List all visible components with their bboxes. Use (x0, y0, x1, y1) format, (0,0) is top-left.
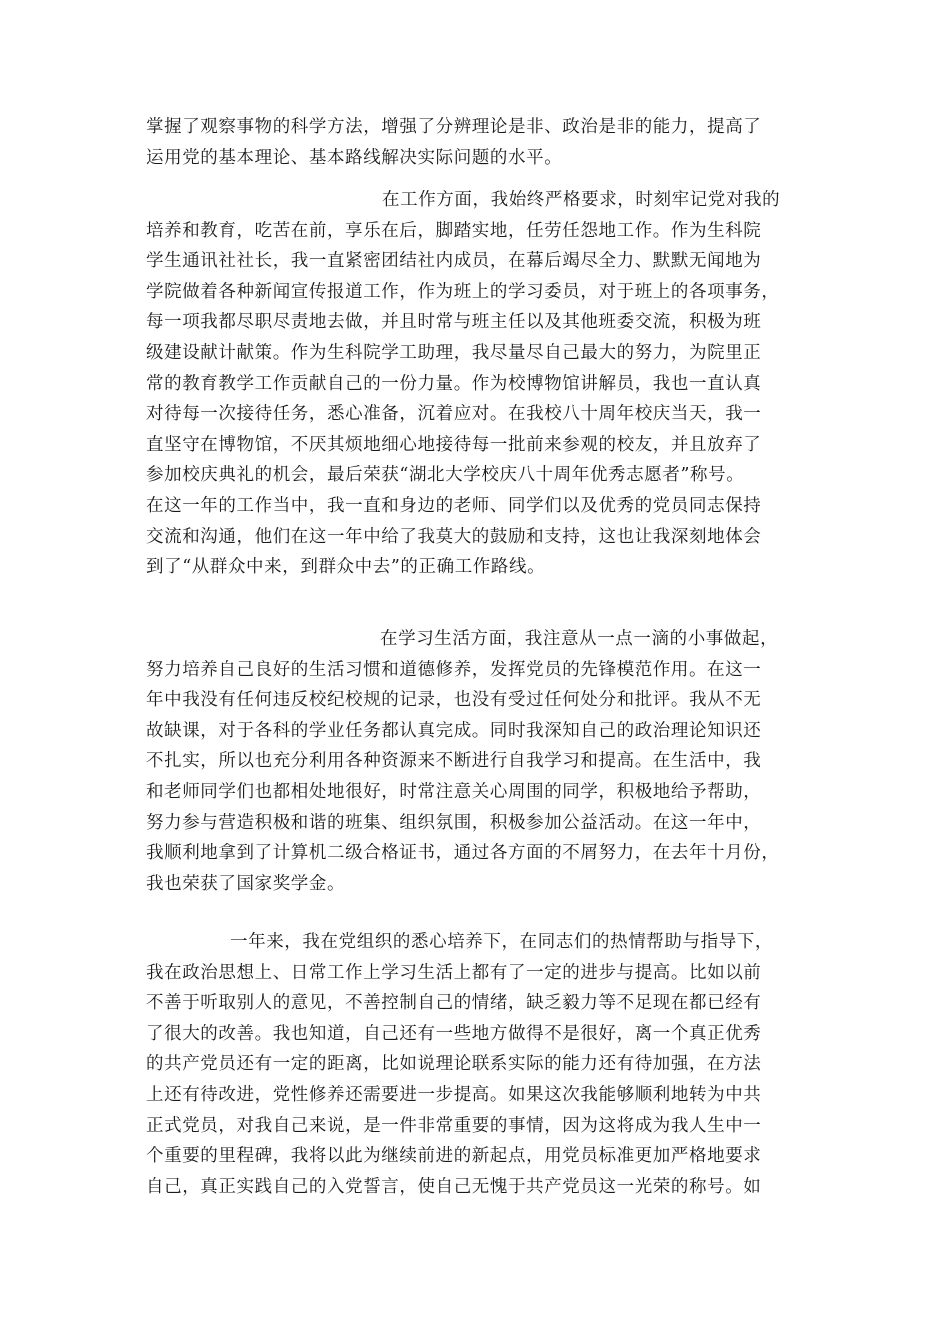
text-line: 参加校庆典礼的机会，最后荣获“湖北大学校庆八十周年优秀志愿者”称号。 (146, 465, 745, 486)
text-line: 努力参与营造积极和谐的班集、组织氛围，积极参加公益活动。在这一年中， (146, 812, 762, 833)
text-line: 的共产党员还有一定的距离，比如说理论联系实际的能力还有待加强，在方法 (146, 1054, 762, 1075)
text-line: 培养和教育，吃苦在前，享乐在后，脚踏实地，任劳任怨地工作。作为生科院 (146, 220, 762, 241)
text-line: 努力培养自己良好的生活习惯和道德修养，发挥党员的先锋模范作用。在这一 (146, 659, 762, 680)
text-line: 在工作方面，我始终严格要求，时刻牢记党对我的 (382, 190, 781, 210)
text-line: 每一项我都尽职尽责地去做，并且时常与班主任以及其他班委交流，积极为班 (146, 312, 762, 333)
text-line: 年中我没有任何违反校纪校规的记录，也没有受过任何处分和批评。我从不无 (146, 690, 762, 711)
paragraph-work (146, 185, 806, 583)
text-line: 直坚守在博物馆，不厌其烦地细心地接待每一批前来参观的校友，并且放弃了 (146, 434, 762, 455)
text-line: 到了“从群众中来，到群众中去”的正确工作路线。 (146, 557, 546, 578)
text-line: 学生通讯社社长，我一直紧密团结社内成员，在幕后竭尽全力、默默无闻地为 (146, 251, 762, 272)
text-line: 我顺利地拿到了计算机二级合格证书，通过各方面的不屑努力，在去年十月份， (146, 843, 780, 864)
text-line: 在学习生活方面，我注意从一点一滴的小事做起， (380, 629, 779, 649)
text-line: 不扎实，所以也充分利用各种资源来不断进行自我学习和提高。在生活中，我 (146, 751, 762, 772)
text-line: 交流和沟通，他们在这一年中给了我莫大的鼓励和支持，这也让我深刻地体会 (146, 526, 762, 547)
text-line: 掌握了观察事物的科学方法，增强了分辨理论是非、政治是非的能力，提高了 (146, 117, 762, 137)
text-line: 故缺课，对于各科的学业任务都认真完成。同时我深知自己的政治理论知识还 (146, 720, 762, 741)
text-line: 对待每一次接待任务，悉心准备，沉着应对。在我校八十周年校庆当天，我一 (146, 404, 762, 425)
text-line: 在这一年的工作当中，我一直和身边的老师、同学们以及优秀的党员同志保持 (146, 495, 762, 516)
text-line: 一年来，我在党组织的悉心培养下，在同志们的热情帮助与指导下， (230, 932, 773, 952)
text-line: 我在政治思想上、日常工作上学习生活上都有了一定的进步与提高。比如以前 (146, 962, 762, 983)
text-line: 和老师同学们也都相处地很好，时常注意关心周围的同学，积极地给予帮助， (146, 781, 762, 802)
text-line: 自己，真正实践自己的入党誓言，使自己无愧于共产党员这一光荣的称号。如 (146, 1176, 762, 1197)
text-line: 常的教育教学工作贡献自己的一份力量。作为校博物馆讲解员，我也一直认真 (146, 373, 762, 394)
text-line: 上还有待改进，党性修养还需要进一步提高。如果这次我能够顺利地转为中共 (146, 1084, 762, 1105)
text-line: 正式党员，对我自己来说，是一件非常重要的事情，因为这将成为我人生中一 (146, 1115, 762, 1136)
text-line: 了很大的改善。我也知道，自己还有一些地方做得不是很好，离一个真正优秀 (146, 1023, 762, 1044)
text-line: 我也荣获了国家奖学金。 (146, 873, 346, 894)
paragraph-summary (146, 927, 806, 1202)
text-line: 个重要的里程碑，我将以此为继续前进的新起点，用党员标准更加严格地要求 (146, 1146, 762, 1167)
paragraph-theory (146, 112, 806, 173)
text-line: 不善于听取别人的意见，不善控制自己的情绪，缺乏毅力等不足现在都已经有 (146, 993, 762, 1014)
paragraph-study-life (146, 624, 806, 899)
text-line: 运用党的基本理论、基本路线解决实际问题的水平。 (146, 147, 563, 168)
text-line: 学院做着各种新闻宣传报道工作，作为班上的学习委员，对于班上的各项事务， (146, 281, 780, 302)
text-line: 级建设献计献策。作为生科院学工助理，我尽量尽自己最大的努力，为院里正 (146, 342, 762, 363)
